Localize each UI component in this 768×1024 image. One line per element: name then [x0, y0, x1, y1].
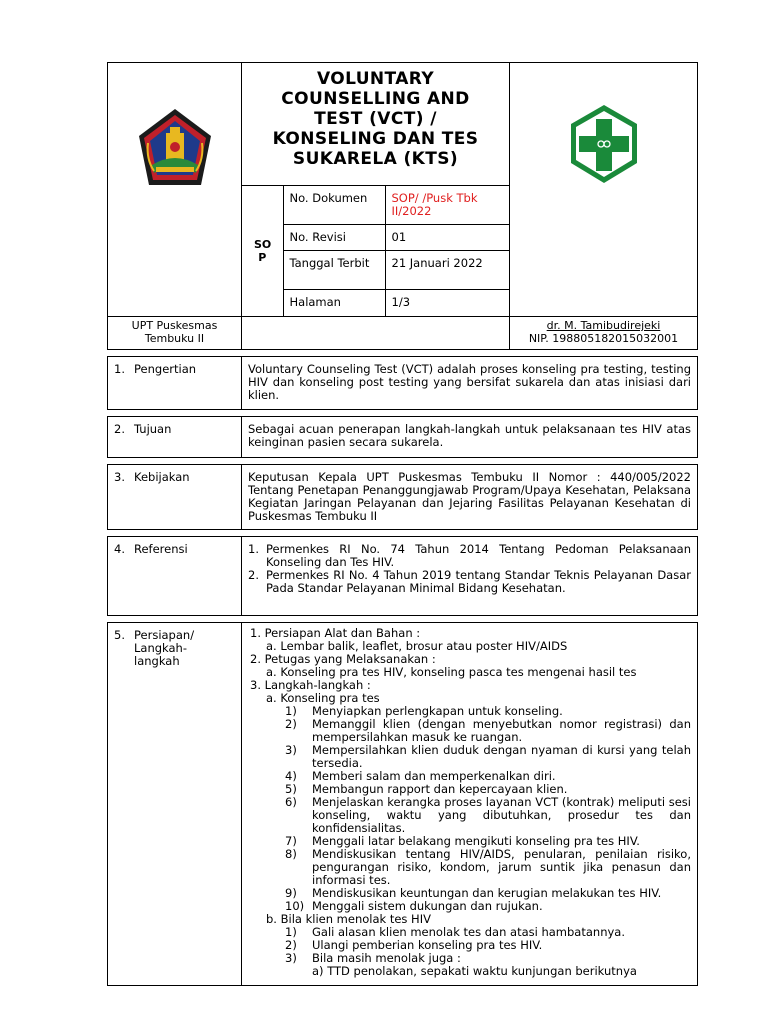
- step-3: 3. Langkah-langkah :: [250, 678, 371, 692]
- section-content: [242, 537, 698, 616]
- title-text: VOLUNTARY COUNSELLING AND TEST (VCT) / KONSELING DAN TES SUKARELA (KTS): [272, 69, 479, 169]
- section-referensi: [107, 536, 698, 616]
- section-title: Referensi: [134, 542, 188, 556]
- doc-info-table: [242, 186, 510, 316]
- section-title: Pengertian: [134, 362, 197, 376]
- section-tujuan: [107, 416, 698, 458]
- section-content: Keputusan Kepala UPT Puskesmas Tembuku II Nomor : 440/005/2022 Tentang Penetapan Penanggungjawab Program/Upaya Kesehatan, Pelaksana Kegiatan Jaringan Pelayanan dan Jejaring Fasilitas Pelayanan Kesehatan di Puskesmas Tembuku II: [242, 465, 698, 530]
- list-item: [285, 718, 691, 744]
- item-number: 5): [285, 782, 297, 796]
- revision-value: 01: [385, 225, 510, 251]
- issue-date-value: 21 Januari 2022: [385, 251, 510, 290]
- section-label: [108, 417, 242, 458]
- step-3a: a. Konseling pra tes: [266, 691, 380, 705]
- institution-text: UPT Puskesmas Tembuku II: [131, 319, 218, 345]
- item-number: 3): [285, 743, 297, 757]
- right-logo-cell: [510, 63, 698, 317]
- item-text: Memberi salam dan memperkenalkan diri.: [312, 769, 556, 783]
- institution-name: [108, 317, 242, 350]
- section-content: Voluntary Counseling Test (VCT) adalah proses konseling pra testing, testing HIV dan konseling post testing yang bersifat sukarela dan atas inisiasi dari klien.: [242, 357, 698, 410]
- field-label: No. Dokumen: [283, 186, 385, 225]
- step-tolak-a: a) TTD penolakan, sepakati waktu kunjungan berikutnya: [312, 964, 637, 978]
- item-number: 3): [285, 951, 297, 965]
- step-1a: a. Lembar balik, leaflet, brosur atau poster HIV/AIDS: [266, 639, 568, 653]
- section-number: 1.: [114, 362, 125, 376]
- item-text: Mendiskusikan tentang HIV/AIDS, penularan, penilaian risiko, pengurangan risiko, kondom, jarum suntik jika penasun dan informasi tes.: [312, 847, 691, 887]
- list-item: [285, 848, 691, 887]
- item-text: Menggali latar belakang mengikuti konseling pra tes HIV.: [312, 834, 640, 848]
- item-text: Memanggil klien (dengan menyebutkan nomor registrasi) dan mempersilahkan masuk ke ruangan.: [312, 717, 691, 744]
- item-text: Ulangi pemberian konseling pra tes HIV.: [312, 938, 543, 952]
- section-title: Kebijakan: [134, 470, 190, 484]
- signer-name: dr. M. Tamibudirejeki: [546, 319, 661, 332]
- section-title: Persiapan/ Langkah-langkah: [134, 628, 195, 668]
- item-text: Gali alasan klien menolak tes dan atasi hambatannya.: [312, 925, 625, 939]
- item-number: 8): [285, 847, 297, 861]
- sop-header-table: [107, 62, 698, 350]
- section-number: 4.: [114, 542, 125, 556]
- step-2a: a. Konseling pra tes HIV, konseling pasca tes mengenai hasil tes: [266, 665, 637, 679]
- item-text: Mempersilahkan klien duduk dengan nyaman di kursi yang telah tersedia.: [312, 743, 691, 770]
- item-number: 7): [285, 834, 297, 848]
- section-label: [108, 465, 242, 530]
- item-text: Mendiskusikan keuntungan dan kerugian melakukan tes HIV.: [312, 886, 662, 900]
- tolak-list: [248, 926, 691, 965]
- bangli-regency-crest-icon: [108, 63, 242, 309]
- section-number: 2.: [114, 422, 125, 436]
- section-content: [242, 623, 698, 986]
- left-logo-cell: [108, 63, 242, 317]
- section-label: [108, 357, 242, 410]
- step-2: 2. Petugas yang Melaksanakan :: [250, 652, 436, 666]
- list-item: [285, 796, 691, 835]
- item-text: Membangun rapport dan kepercayaan klien.: [312, 782, 568, 796]
- section-content: Sebagai acuan penerapan langkah-langkah untuk pelaksanaan tes HIV atas keinginan pasien secara sukarela.: [242, 417, 698, 458]
- puskesmas-cross-icon: [510, 63, 698, 309]
- section-label: [108, 623, 242, 986]
- item-number: 2): [285, 938, 297, 952]
- blank-cell: [242, 317, 510, 350]
- section-number: 5.: [114, 628, 125, 642]
- doc-info-cell: [242, 186, 510, 317]
- signer-block: [510, 317, 698, 350]
- section-pengertian: [107, 356, 698, 410]
- item-text: Menggali sistem dukungan dan rujukan.: [312, 899, 543, 913]
- item-text: Menyiapkan perlengkapan untuk konseling.: [312, 704, 563, 718]
- item-number: 4): [285, 769, 297, 783]
- step-3b: b. Bila klien menolak tes HIV: [266, 912, 431, 926]
- document-title: [242, 63, 510, 186]
- section-number: 3.: [114, 470, 125, 484]
- item-text: Bila masih menolak juga :: [312, 951, 461, 965]
- section-langkah: [107, 622, 698, 986]
- item-text: Menjelaskan kerangka proses layanan VCT (kontrak) meliputi sesi konseling, waktu yang dibutuhkan, prosedur tes dan konfidensialitas.: [312, 795, 691, 835]
- item-number: 6): [285, 795, 297, 809]
- item-number: 9): [285, 886, 297, 900]
- section-kebijakan: [107, 464, 698, 530]
- item-number: 10): [285, 899, 305, 913]
- list-item: 2. Permenkes RI No. 4 Tahun 2019 tentang Standar Teknis Pelayanan Dasar Pada Standar Pelayanan Minimal Bidang Kesehatan.: [248, 568, 691, 595]
- page-value: 1/3: [385, 290, 510, 317]
- pra-tes-list: [248, 705, 691, 913]
- sop-document: [107, 62, 697, 986]
- section-title: Tujuan: [134, 422, 172, 436]
- document-number-value: SOP/ /Pusk Tbk II/2022: [385, 186, 510, 225]
- field-label: Halaman: [283, 290, 385, 317]
- item-number: 1): [285, 704, 297, 718]
- list-item: 1. Permenkes RI No. 74 Tahun 2014 Tentang Pedoman Pelaksanaan Konseling dan Tes HIV.: [248, 542, 691, 569]
- sop-label: SO P: [242, 186, 283, 316]
- field-label: Tanggal Terbit: [283, 251, 385, 290]
- list-item: [285, 744, 691, 770]
- section-label: [108, 537, 242, 616]
- item-number: 2): [285, 717, 297, 731]
- item-number: 1): [285, 925, 297, 939]
- step-1: 1. Persiapan Alat dan Bahan :: [250, 626, 421, 640]
- field-label: No. Revisi: [283, 225, 385, 251]
- signer-nip: NIP. 198805182015032001: [528, 332, 679, 345]
